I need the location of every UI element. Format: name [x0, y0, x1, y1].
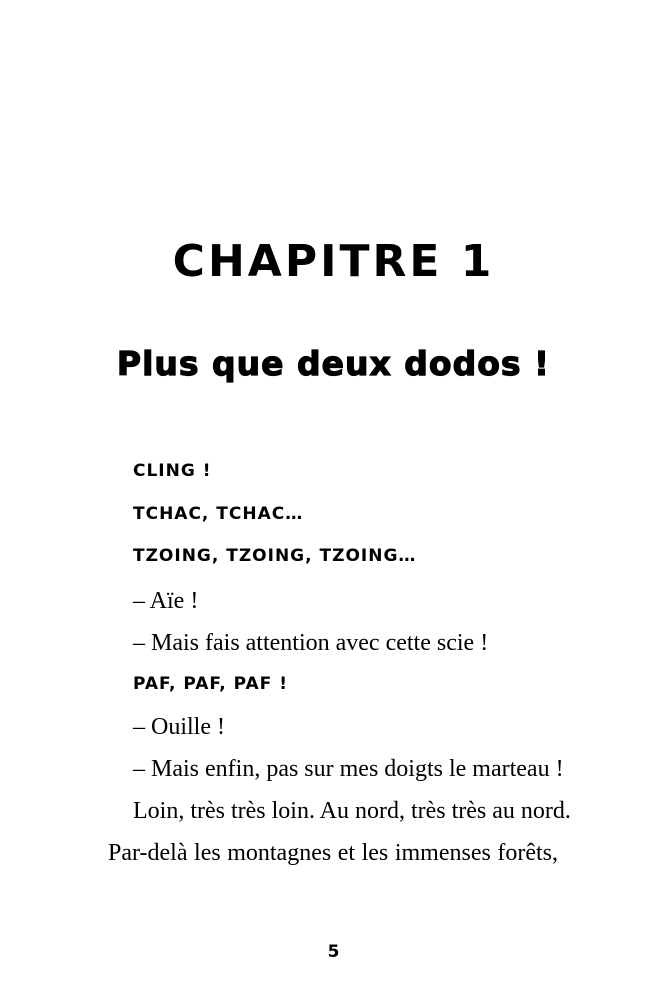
page-number: 5	[327, 942, 340, 962]
dialogue-line: – Ouille !	[133, 714, 225, 740]
dialogue-line: – Mais fais attention avec cette scie !	[133, 630, 489, 656]
sound-effect-tzoing: TZOING, TZOING, TZOING…	[133, 546, 417, 566]
chapter-heading: CHAPITRE 1	[172, 236, 495, 287]
sound-effect-tchac: TCHAC, TCHAC…	[133, 504, 304, 524]
dialogue-line: – Mais enfin, pas sur mes doigts le marteau !	[133, 756, 564, 782]
dialogue-line: – Aïe !	[133, 588, 199, 614]
sound-effect-cling: CLING !	[133, 461, 212, 481]
sound-effect-paf: PAF, PAF, PAF !	[133, 674, 288, 694]
chapter-title: Plus que deux dodos !	[116, 344, 551, 383]
narration-line: Loin, très très loin. Au nord, très très au nord.	[133, 798, 571, 824]
narration-line: Par-delà les montagnes et les immenses forêts,	[108, 840, 558, 866]
